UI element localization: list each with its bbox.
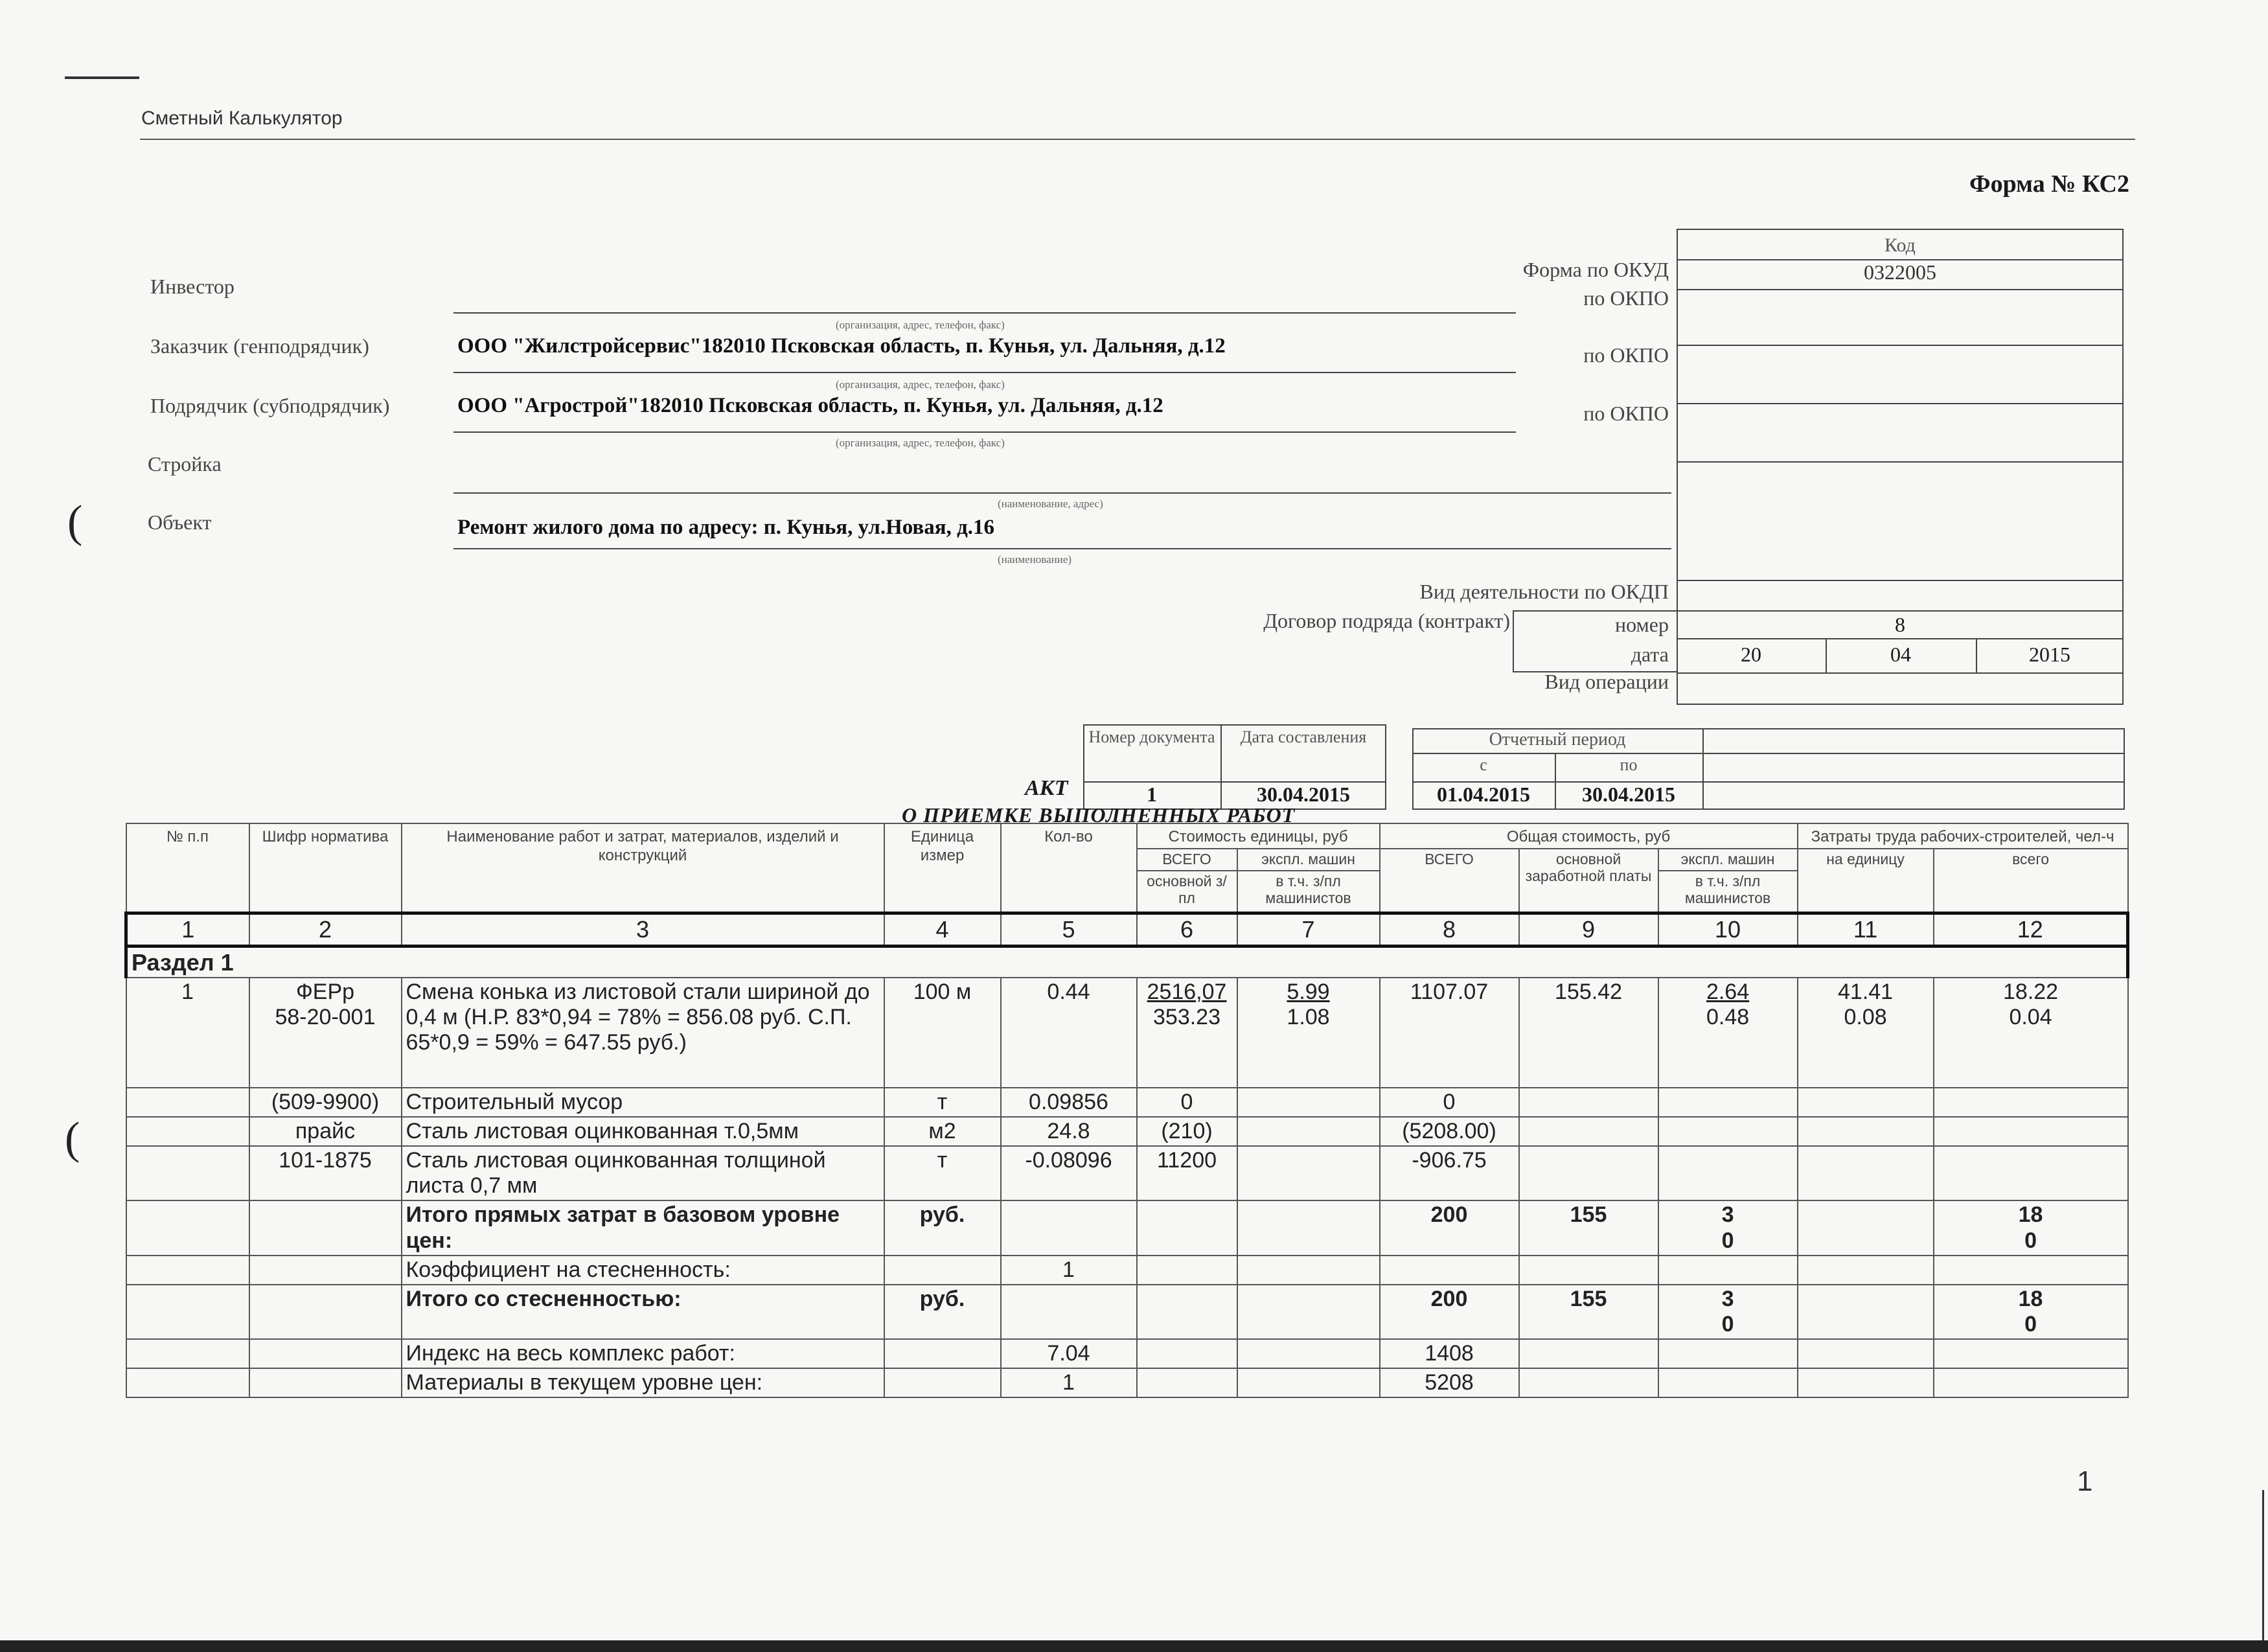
contract-date-month: 04 bbox=[1890, 643, 1911, 666]
doc-number-header: Номер документа bbox=[1088, 728, 1215, 746]
header-code: Шифр норматива bbox=[249, 823, 402, 913]
row-name: Индекс на весь комплекс работ: bbox=[402, 1339, 884, 1368]
cell bbox=[1798, 1368, 1934, 1397]
margin-bracket: ( bbox=[67, 497, 83, 547]
margin-bracket: ( bbox=[65, 1114, 80, 1164]
row-mach-b: 0 bbox=[1721, 1228, 1734, 1253]
row-name: Коэффициент на стесненность: bbox=[402, 1256, 884, 1285]
customer-caption: (организация, адрес, телефон, факс) bbox=[836, 378, 1005, 391]
row-unit-mach-b: 1.08 bbox=[1287, 1005, 1330, 1030]
page-number: 1 bbox=[2077, 1465, 2093, 1497]
contract-number-label: номер bbox=[1615, 613, 1669, 636]
row-code: 101-1875 bbox=[249, 1146, 402, 1200]
header-total: всего bbox=[1934, 849, 2128, 913]
row-qty: -0.08096 bbox=[1001, 1146, 1137, 1200]
cell bbox=[1798, 1339, 1934, 1368]
site-caption: (наименование, адрес) bbox=[998, 498, 1103, 510]
code-rule bbox=[1677, 461, 2124, 463]
customer-label: Заказчик (генподрядчик) bbox=[150, 334, 369, 358]
row-base: 155 bbox=[1519, 1200, 1658, 1255]
row-total: 200 bbox=[1380, 1285, 1519, 1339]
header-per-unit: на единицу bbox=[1798, 849, 1934, 913]
cell bbox=[249, 1368, 402, 1397]
cell bbox=[1798, 1285, 1934, 1339]
cell bbox=[249, 1285, 402, 1339]
row-labor-unit-a: 41.41 bbox=[1838, 980, 1894, 1005]
row-qty: 0.09856 bbox=[1001, 1088, 1137, 1117]
period-to: 30.04.2015 bbox=[1582, 783, 1675, 806]
header-base: основной заработной платы bbox=[1519, 849, 1658, 913]
row-mach-b: 0 bbox=[1721, 1311, 1734, 1337]
cell bbox=[1237, 1088, 1380, 1117]
cell bbox=[126, 1200, 249, 1255]
header-all2: ВСЕГО bbox=[1380, 849, 1519, 913]
row-name: Итого прямых затрат в базовом уровне цен: bbox=[402, 1200, 884, 1255]
code-header: Код bbox=[1884, 235, 1916, 256]
table-row bbox=[126, 1368, 2128, 1397]
col-number: 3 bbox=[402, 913, 884, 946]
col-number: 7 bbox=[1237, 913, 1380, 946]
header-mach2: экспл. машин bbox=[1658, 849, 1798, 871]
row-mach-a: 3 bbox=[1721, 1202, 1734, 1228]
site-line bbox=[453, 492, 1671, 494]
cell bbox=[1798, 1200, 1934, 1255]
row-total: 0 bbox=[1380, 1088, 1519, 1117]
contractor-caption: (организация, адрес, телефон, факс) bbox=[836, 437, 1005, 449]
col-number: 4 bbox=[884, 913, 1001, 946]
row-unit: руб. bbox=[884, 1285, 1001, 1339]
row-labor-total-b: 0.04 bbox=[2009, 1005, 2052, 1030]
okdp-label: Вид деятельности по ОКДП bbox=[1419, 580, 1669, 603]
col-number: 9 bbox=[1519, 913, 1658, 946]
contract-number-value: 8 bbox=[1895, 613, 1905, 636]
row-total: (5208.00) bbox=[1380, 1117, 1519, 1146]
row-labor-total-b: 0 bbox=[2024, 1311, 2037, 1337]
cell bbox=[249, 1339, 402, 1368]
row-name: Смена конька из листовой стали шириной до 0,4 м (Н.Р. 83*0,94 = 78% = 856.08 руб. С.П. 65*0,9 = 59% = 647.55 руб.) bbox=[402, 978, 884, 1088]
header-num: № п.п bbox=[126, 823, 249, 913]
cell bbox=[884, 1368, 1001, 1397]
row-qty: 24.8 bbox=[1001, 1117, 1137, 1146]
row-mach-a: 3 bbox=[1721, 1286, 1734, 1311]
investor-label: Инвестор bbox=[150, 275, 235, 298]
cell bbox=[1934, 1256, 2128, 1285]
col-number: 11 bbox=[1798, 913, 1934, 946]
cell bbox=[1798, 1088, 1934, 1117]
row-code-a: ФЕРр bbox=[295, 980, 355, 1005]
row-mach-a: 2.64 bbox=[1706, 980, 1750, 1005]
row-labor-total-a: 18 bbox=[2018, 1286, 2043, 1311]
col-number: 10 bbox=[1658, 913, 1798, 946]
cell bbox=[1519, 1339, 1658, 1368]
row-mach-b: 0.48 bbox=[1706, 1005, 1750, 1030]
period-from-header: с bbox=[1480, 755, 1487, 774]
object-value: Ремонт жилого дома по адресу: п. Кунья, ул.Новая, д.16 bbox=[457, 516, 995, 539]
contract-date-day: 20 bbox=[1741, 643, 1761, 666]
header-all: ВСЕГО bbox=[1137, 849, 1237, 871]
cell bbox=[126, 1339, 249, 1368]
code-rule bbox=[1677, 638, 2124, 639]
cell bbox=[1798, 1146, 1934, 1200]
form-title: Форма № КС2 bbox=[1969, 170, 2129, 198]
row-unit-cost: (210) bbox=[1137, 1117, 1237, 1146]
header-name: Наименование работ и затрат, материалов, изделий и конструкций bbox=[402, 823, 884, 913]
cell bbox=[1798, 1117, 1934, 1146]
row-qty: 7.04 bbox=[1001, 1339, 1137, 1368]
table-row bbox=[126, 1117, 2128, 1146]
cell bbox=[1237, 1146, 1380, 1200]
okpo2-label: по ОКПО bbox=[1583, 343, 1669, 367]
row-base: 155.42 bbox=[1519, 978, 1658, 1088]
col-number: 12 bbox=[1934, 913, 2128, 946]
cell bbox=[126, 1088, 249, 1117]
row-labor-unit-b: 0.08 bbox=[1844, 1005, 1887, 1030]
cell bbox=[1237, 1368, 1380, 1397]
period-rule bbox=[1412, 753, 2125, 754]
cell bbox=[1658, 1339, 1798, 1368]
header-total-cost: Общая стоимость, руб bbox=[1380, 823, 1798, 849]
contractor-line bbox=[453, 431, 1516, 433]
act-label: АКТ bbox=[1025, 776, 1068, 800]
cell bbox=[884, 1256, 1001, 1285]
cell bbox=[1380, 1256, 1519, 1285]
header-qty: Кол-во bbox=[1001, 823, 1137, 913]
row-total: 5208 bbox=[1380, 1368, 1519, 1397]
row-name: Сталь листовая оцинкованная толщиной листа 0,7 мм bbox=[402, 1146, 884, 1200]
col-number: 6 bbox=[1137, 913, 1237, 946]
row-total: 1107.07 bbox=[1380, 978, 1519, 1088]
row-total: -906.75 bbox=[1380, 1146, 1519, 1200]
cell bbox=[126, 1256, 249, 1285]
row-unit-cost bbox=[1137, 978, 1237, 1088]
cell bbox=[1001, 1200, 1137, 1255]
table-row bbox=[126, 1146, 2128, 1200]
cell bbox=[1137, 1339, 1237, 1368]
table-row bbox=[126, 1088, 2128, 1117]
works-table bbox=[124, 823, 2129, 1398]
object-caption: (наименование) bbox=[998, 553, 1072, 566]
cell bbox=[249, 1256, 402, 1285]
row-code: прайс bbox=[249, 1117, 402, 1146]
cell bbox=[1658, 1368, 1798, 1397]
code-rule bbox=[1677, 289, 2124, 290]
cell bbox=[1519, 1088, 1658, 1117]
cell bbox=[1137, 1200, 1237, 1255]
row-unit: т bbox=[884, 1146, 1001, 1200]
code-rule bbox=[1677, 610, 2124, 612]
cell bbox=[1137, 1256, 1237, 1285]
code-rule bbox=[1677, 580, 2124, 581]
row-base: 155 bbox=[1519, 1285, 1658, 1339]
cell bbox=[1519, 1146, 1658, 1200]
contractor-value: ООО "Агрострой"182010 Псковская область, п. Кунья, ул. Дальняя, д.12 bbox=[457, 394, 1163, 417]
row-mach bbox=[1658, 978, 1798, 1088]
table-row bbox=[126, 978, 2128, 1088]
row-qty: 1 bbox=[1001, 1368, 1137, 1397]
header-labor: Затраты труда рабочих-строителей, чел-ч bbox=[1798, 823, 2128, 849]
row-total: 200 bbox=[1380, 1200, 1519, 1255]
row-code-b: 58-20-001 bbox=[275, 1005, 376, 1030]
col-number: 5 bbox=[1001, 913, 1137, 946]
row-code: (509-9900) bbox=[249, 1088, 402, 1117]
cell bbox=[126, 1368, 249, 1397]
cell bbox=[1137, 1285, 1237, 1339]
cell bbox=[1934, 1368, 2128, 1397]
okpo1-label: по ОКПО bbox=[1583, 286, 1669, 310]
cell bbox=[1798, 1256, 1934, 1285]
period-header: Отчетный период bbox=[1489, 729, 1626, 750]
doc-date-header: Дата составления bbox=[1240, 728, 1367, 746]
row-qty: 0.44 bbox=[1001, 978, 1137, 1088]
row-name: Сталь листовая оцинкованная т.0,5мм bbox=[402, 1117, 884, 1146]
header-incl-pay2: в т.ч. з/пл машинистов bbox=[1658, 871, 1798, 913]
cell bbox=[1934, 1117, 2128, 1146]
cell bbox=[1658, 1146, 1798, 1200]
row-unit: т bbox=[884, 1088, 1001, 1117]
scan-edge-right bbox=[2262, 1490, 2264, 1640]
table-row bbox=[126, 1285, 2128, 1339]
table-row bbox=[126, 1200, 2128, 1255]
contract-label: Договор подряда (контракт) bbox=[1263, 609, 1510, 632]
header-incl-pay: в т.ч. з/пл машинистов bbox=[1237, 871, 1380, 913]
object-label: Объект bbox=[148, 511, 212, 534]
row-labor-total bbox=[1934, 1285, 2128, 1339]
okpo3-label: по ОКПО bbox=[1583, 402, 1669, 425]
cell bbox=[1934, 1088, 2128, 1117]
doc-date: 30.04.2015 bbox=[1257, 783, 1350, 806]
cell bbox=[249, 1200, 402, 1255]
row-unit-mach-a: 5.99 bbox=[1287, 980, 1330, 1005]
row-unit-cost: 0 bbox=[1137, 1088, 1237, 1117]
row-unit: м2 bbox=[884, 1117, 1001, 1146]
header-rule bbox=[140, 139, 2135, 140]
table-row bbox=[126, 1256, 2128, 1285]
header-base-pay: основной з/пл bbox=[1137, 871, 1237, 913]
header-unit: Единица измер bbox=[884, 823, 1001, 913]
operation-label: Вид операции bbox=[1544, 670, 1669, 693]
code-rule bbox=[1677, 672, 2124, 674]
act-subtitle: О ПРИЕМКЕ ВЫПОЛНЕННЫХ РАБОТ bbox=[902, 803, 1296, 827]
cell bbox=[1519, 1368, 1658, 1397]
doc-number: 1 bbox=[1147, 783, 1157, 806]
code-rule bbox=[1677, 345, 2124, 346]
cell bbox=[1237, 1285, 1380, 1339]
row-labor-total bbox=[1934, 978, 2128, 1088]
row-total: 1408 bbox=[1380, 1339, 1519, 1368]
period-divider bbox=[1702, 728, 1704, 810]
header-mach: экспл. машин bbox=[1237, 849, 1380, 871]
row-labor-total-a: 18.22 bbox=[2003, 980, 2059, 1005]
cell bbox=[1934, 1339, 2128, 1368]
row-qty: 1 bbox=[1001, 1256, 1137, 1285]
cell bbox=[1237, 1339, 1380, 1368]
cell bbox=[1237, 1117, 1380, 1146]
row-unit-cost: 11200 bbox=[1137, 1146, 1237, 1200]
col-number: 2 bbox=[249, 913, 402, 946]
row-num: 1 bbox=[126, 978, 249, 1088]
cell bbox=[884, 1339, 1001, 1368]
cell bbox=[126, 1285, 249, 1339]
row-unit-cost-pay: 353.23 bbox=[1153, 1005, 1220, 1030]
row-mach bbox=[1658, 1285, 1798, 1339]
table-row bbox=[126, 1339, 2128, 1368]
cell bbox=[1237, 1256, 1380, 1285]
cell bbox=[1658, 1117, 1798, 1146]
investor-line bbox=[453, 312, 1516, 314]
cell bbox=[1934, 1146, 2128, 1200]
scan-edge bbox=[0, 1640, 2268, 1652]
investor-caption: (организация, адрес, телефон, факс) bbox=[836, 319, 1005, 331]
scan-mark bbox=[65, 76, 139, 79]
row-mach bbox=[1658, 1200, 1798, 1255]
row-code bbox=[249, 978, 402, 1088]
contract-date-label: дата bbox=[1631, 643, 1669, 666]
row-unit-mach bbox=[1237, 978, 1380, 1088]
row-unit: руб. bbox=[884, 1200, 1001, 1255]
col-number: 1 bbox=[126, 913, 249, 946]
section-title: Раздел 1 bbox=[126, 946, 2128, 978]
object-line bbox=[453, 548, 1671, 549]
code-rule bbox=[1677, 403, 2124, 404]
cell bbox=[1658, 1256, 1798, 1285]
col-number: 8 bbox=[1380, 913, 1519, 946]
okud-value: 0322005 bbox=[1864, 260, 1936, 284]
cell bbox=[126, 1117, 249, 1146]
cell bbox=[126, 1146, 249, 1200]
cell bbox=[1237, 1200, 1380, 1255]
row-unit-cost-all: 2516,07 bbox=[1147, 980, 1227, 1005]
cell bbox=[1658, 1088, 1798, 1117]
cell bbox=[1519, 1117, 1658, 1146]
row-name: Материалы в текущем уровне цен: bbox=[402, 1368, 884, 1397]
row-labor-unit bbox=[1798, 978, 1934, 1088]
row-labor-total-a: 18 bbox=[2018, 1202, 2043, 1228]
row-name: Итого со стесненностью: bbox=[402, 1285, 884, 1339]
okud-label: Форма по ОКУД bbox=[1522, 258, 1669, 281]
period-from: 01.04.2015 bbox=[1437, 783, 1530, 806]
customer-value: ООО "Жилстройсервис"182010 Псковская область, п. Кунья, ул. Дальняя, д.12 bbox=[457, 334, 1226, 358]
row-labor-total bbox=[1934, 1200, 2128, 1255]
header-unit-cost: Стоимость единицы, руб bbox=[1137, 823, 1380, 849]
row-labor-total-b: 0 bbox=[2024, 1228, 2037, 1253]
cell bbox=[1519, 1256, 1658, 1285]
contract-date-year: 2015 bbox=[2029, 643, 2070, 666]
period-to-header: по bbox=[1620, 755, 1638, 774]
cell bbox=[1001, 1285, 1137, 1339]
row-name: Строительный мусор bbox=[402, 1088, 884, 1117]
site-label: Стройка bbox=[148, 452, 222, 476]
customer-line bbox=[453, 372, 1516, 373]
cell bbox=[1137, 1368, 1237, 1397]
app-title: Сметный Калькулятор bbox=[141, 108, 343, 129]
contractor-label: Подрядчик (субподрядчик) bbox=[150, 394, 390, 417]
row-unit: 100 м bbox=[884, 978, 1001, 1088]
